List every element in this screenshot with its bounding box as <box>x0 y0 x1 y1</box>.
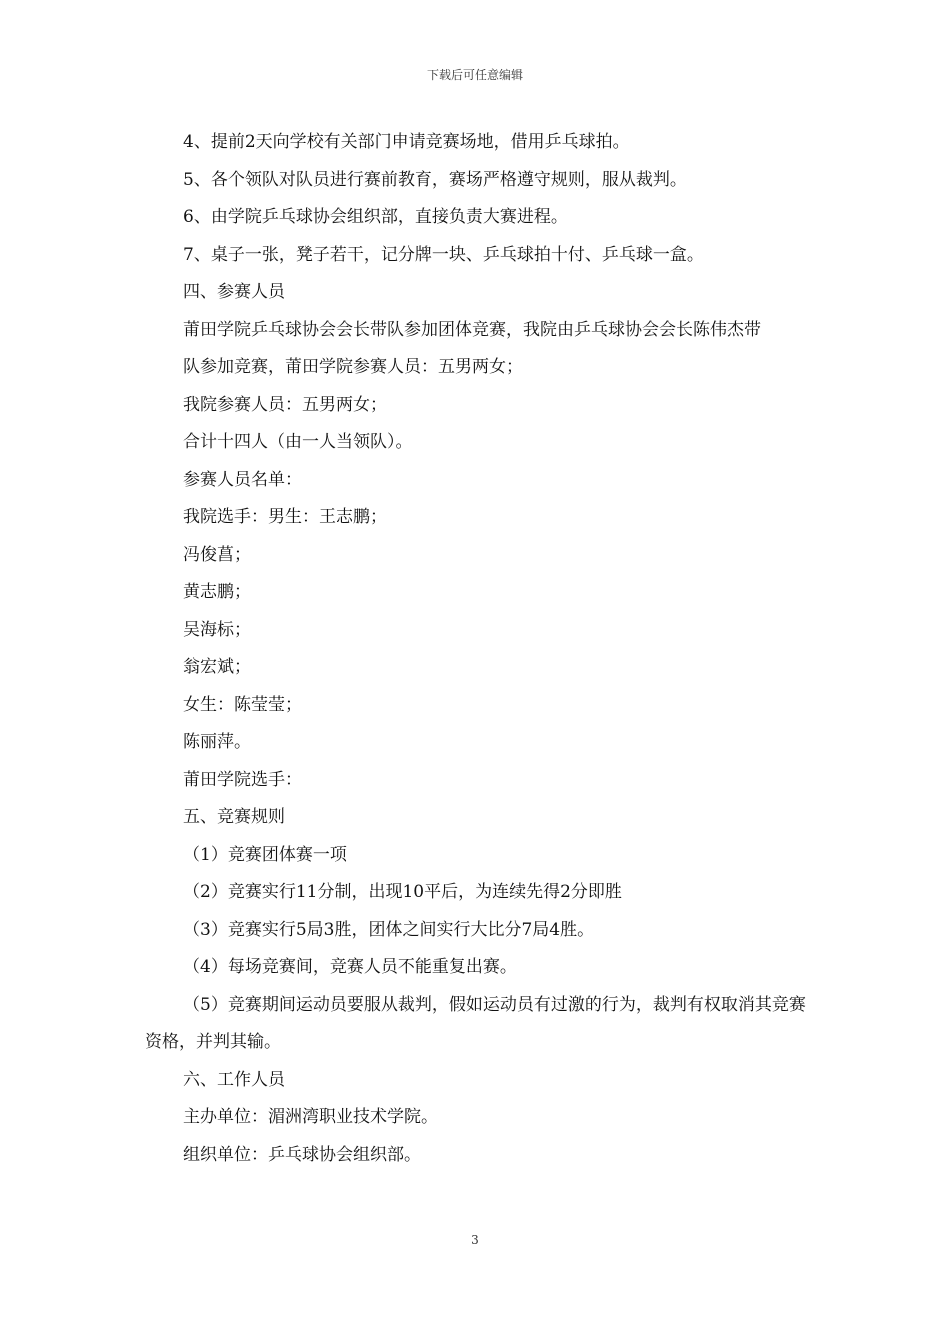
list-item: 吴海标； <box>183 619 251 640</box>
rule-item: （2）竞赛实行11分制，出现10平后，为连续先得2分即胜 <box>183 882 622 902</box>
paragraph: 我院选手：男生：王志鹏； <box>183 507 387 527</box>
page-header: 下载后可任意编辑 <box>426 68 523 82</box>
list-item: 黄志鹏； <box>183 582 251 602</box>
paragraph: 5、各个领队对队员进行赛前教育，赛场严格遵守规则，服从裁判。 <box>183 169 687 190</box>
list-item: 冯俊菖； <box>183 544 251 565</box>
paragraph: 我院参赛人员：五男两女； <box>183 394 387 415</box>
paragraph: 4、提前2天向学校有关部门申请竞赛场地，借用乒乓球拍。 <box>183 132 630 152</box>
section-heading: 六、工作人员 <box>183 1069 285 1090</box>
paragraph: 合计十四人（由一人当领队）。 <box>183 432 413 452</box>
paragraph: 组织单位：乒乓球协会组织部。 <box>183 1144 421 1165</box>
paragraph: 6、由学院乒乓球协会组织部，直接负责大赛进程。 <box>183 207 568 227</box>
rule-item: （3）竞赛实行5局3胜，团体之间实行大比分7局4胜。 <box>183 919 595 940</box>
list-item: 女生：陈莹莹； <box>183 694 302 715</box>
paragraph: 参赛人员名单： <box>183 469 302 490</box>
rule-item: （5）竞赛期间运动员要服从裁判，假如运动员有过激的行为，裁判有权取消其竞赛资格，并判其输。 <box>145 994 806 1052</box>
section-heading: 五、竞赛规则 <box>183 807 285 827</box>
list-item: 翁宏斌； <box>183 657 251 677</box>
paragraph: 莆田学院选手： <box>183 769 302 790</box>
section-heading: 四、参赛人员 <box>183 282 285 302</box>
document-body <box>145 124 810 1174</box>
rule-item: （4）每场竞赛间，竞赛人员不能重复出赛。 <box>183 957 517 977</box>
paragraph: 主办单位：湄洲湾职业技术学院。 <box>183 1107 438 1127</box>
page-number: 3 <box>471 1233 479 1247</box>
paragraph: 队参加竞赛，莆田学院参赛人员：五男两女； <box>183 357 523 377</box>
paragraph: 7、桌子一张，凳子若干，记分牌一块、乒乓球拍十付、乒乓球一盒。 <box>183 244 704 265</box>
list-item: 陈丽萍。 <box>183 732 251 752</box>
rule-item: （1）竞赛团体赛一项 <box>183 844 347 865</box>
paragraph: 莆田学院乒乓球协会会长带队参加团体竞赛，我院由乒乓球协会会长陈伟杰带 <box>183 319 761 340</box>
